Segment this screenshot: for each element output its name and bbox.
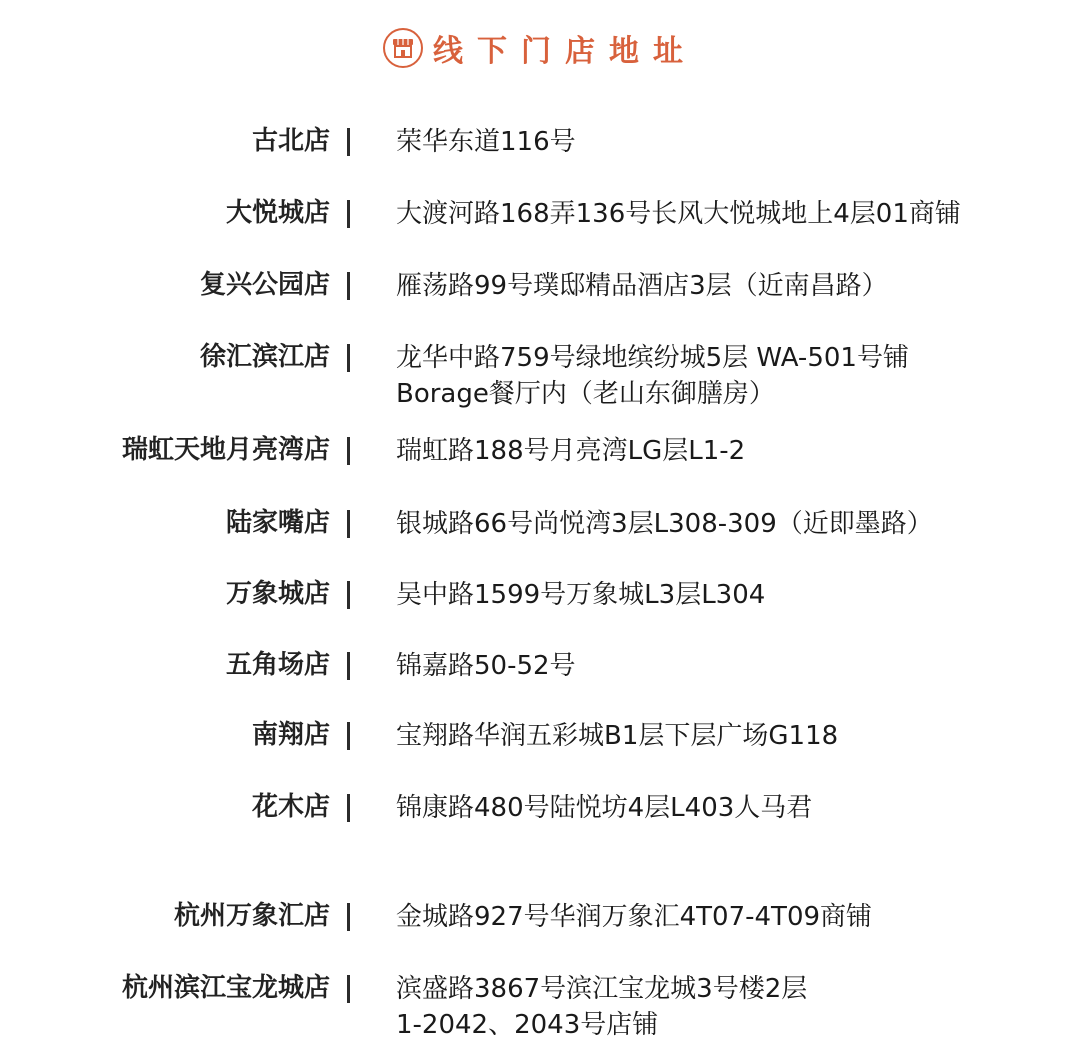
divider xyxy=(347,581,350,609)
address-line: 雁荡路99号璞邸精品酒店3层（近南昌路） xyxy=(396,271,888,301)
address-line: 金城路927号华润万象汇4T07-4T09商铺 xyxy=(396,902,873,932)
store-address xyxy=(396,899,1066,935)
store-name: 古北店 xyxy=(251,126,330,156)
address-line: 瑞虹路188号月亮湾LG层L1-2 xyxy=(396,436,746,466)
store-address xyxy=(396,196,1066,232)
divider xyxy=(347,272,350,300)
address-line: 锦嘉路50-52号 xyxy=(396,651,576,681)
store-address xyxy=(396,506,1066,542)
store-name: 大悦城店 xyxy=(225,198,330,228)
page-title: 线下门店地址 xyxy=(433,34,697,69)
store-name: 杭州万象汇店 xyxy=(173,901,330,931)
store-address xyxy=(396,340,1066,412)
store-address xyxy=(396,648,1066,684)
divider xyxy=(347,903,350,931)
store-address xyxy=(396,718,1066,754)
divider xyxy=(347,794,350,822)
address-line: 大渡河路168弄136号长风大悦城地上4层01商铺 xyxy=(396,199,961,229)
divider xyxy=(347,652,350,680)
divider xyxy=(347,975,350,1003)
store-address xyxy=(396,971,1066,1043)
divider xyxy=(347,128,350,156)
store-name: 南翔店 xyxy=(251,720,330,750)
address-line: 荣华东道116号 xyxy=(396,127,576,157)
divider xyxy=(347,510,350,538)
store-name: 陆家嘴店 xyxy=(225,508,330,538)
address-line: Borage餐厅内（老山东御膳房） xyxy=(396,379,775,409)
store-name: 花木店 xyxy=(251,792,330,822)
store-address xyxy=(396,433,1066,469)
store-address xyxy=(396,577,1066,613)
address-line: 宝翔路华润五彩城B1层下层广场G118 xyxy=(396,721,839,751)
store-address xyxy=(396,124,1066,160)
store-name: 瑞虹天地月亮湾店 xyxy=(121,435,330,465)
store-address xyxy=(396,268,1066,304)
address-line: 龙华中路759号绿地缤纷城5层 WA-501号铺 xyxy=(396,343,909,373)
divider xyxy=(347,200,350,228)
divider xyxy=(347,437,350,465)
store-icon xyxy=(383,28,423,68)
divider xyxy=(347,722,350,750)
address-line: 银城路66号尚悦湾3层L308-309（近即墨路） xyxy=(396,509,933,539)
store-name: 万象城店 xyxy=(225,579,330,609)
address-line: 滨盛路3867号滨江宝龙城3号楼2层 xyxy=(396,974,808,1004)
address-line: 锦康路480号陆悦坊4层L403人马君 xyxy=(396,793,813,823)
address-line: 1-2042、2043号店铺 xyxy=(396,1010,659,1040)
store-address xyxy=(396,790,1066,826)
store-name: 五角场店 xyxy=(225,650,330,680)
store-name: 杭州滨江宝龙城店 xyxy=(121,973,330,1003)
store-name: 徐汇滨江店 xyxy=(199,342,330,372)
address-line: 吴中路1599号万象城L3层L304 xyxy=(396,580,766,610)
header-inner xyxy=(383,26,697,70)
store-name: 复兴公园店 xyxy=(199,270,330,300)
divider xyxy=(347,344,350,372)
header xyxy=(0,20,1080,76)
